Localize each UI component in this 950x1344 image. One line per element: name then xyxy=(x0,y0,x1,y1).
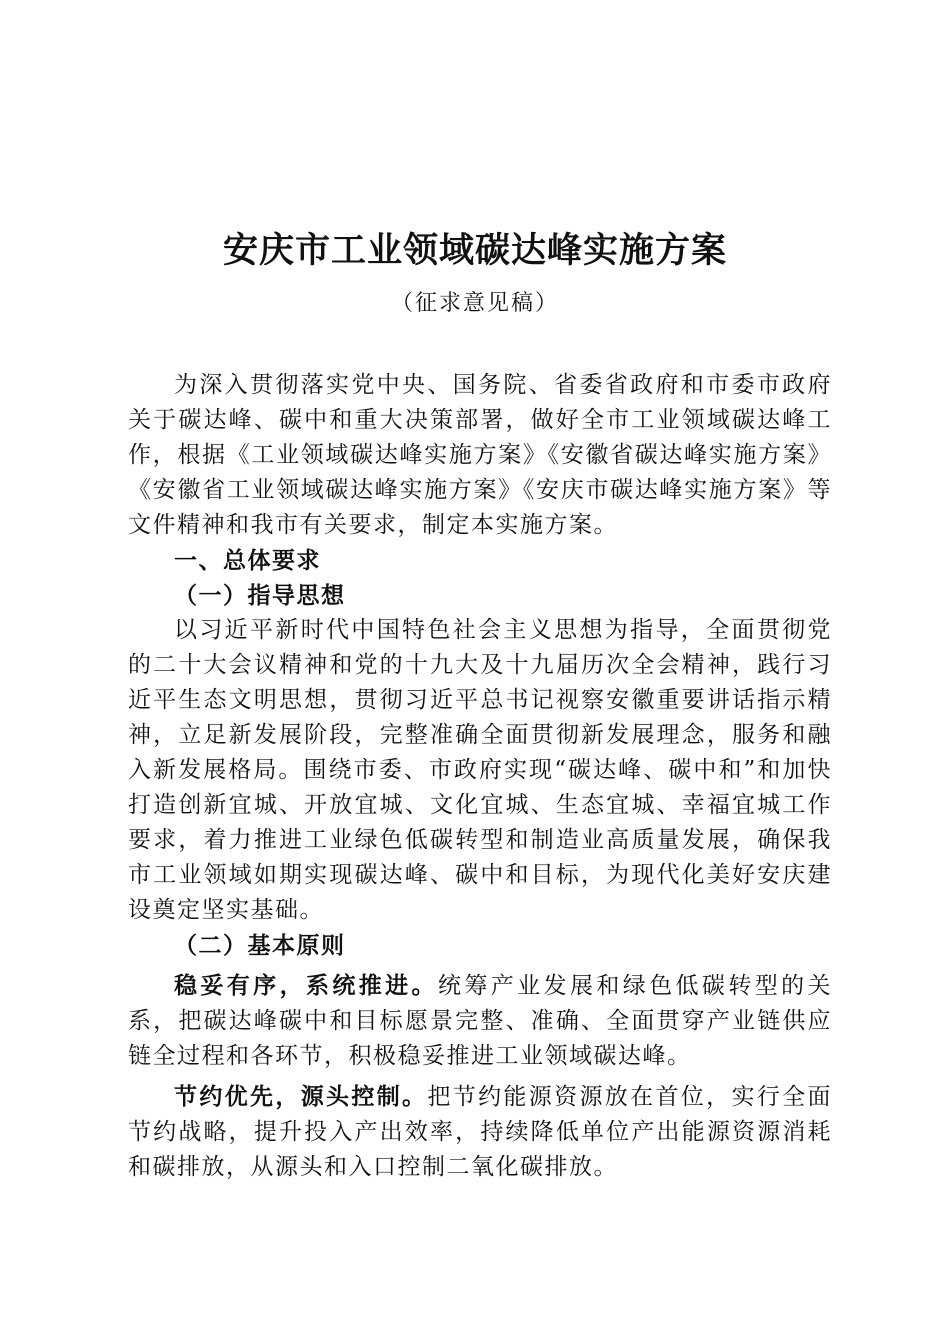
intro-paragraph: 为深入贯彻落实党中央、国务院、省委省政府和市委市政府关于碳达峰、碳中和重大决策部署，做好全市工业领域碳达峰工作，根据《工业领域碳达峰实施方案》《安徽省碳达峰实施方案》《安徽省工业领域碳达峰实施方案》《安庆市碳达峰实施方案》等文件精神和我市有关要求，制定本实施方案。 xyxy=(128,372,832,538)
principle-lead-steady: 稳妥有序，系统推进。 xyxy=(174,972,438,999)
guiding-ideology-paragraph: 以习近平新时代中国特色社会主义思想为指导，全面贯彻党的二十大会议精神和党的十九大及十九届历次全会精神，践行习近平生态文明思想，贯彻习近平总书记视察安徽重要讲话指示精神，立足新发展阶段，完整准确全面贯彻新发展理念，服务和融入新发展格局。围绕市委、市政府实现“碳达峰、碳中和”和加快打造创新宜城、开放宜城、文化宜城、生态宜城、幸福宜城工作要求，着力推进工业绿色低碳转型和制造业高质量发展，确保我市工业领域如期实现碳达峰、碳中和目标，为现代化美好安庆建设奠定坚实基础。 xyxy=(128,617,832,923)
principle-lead-saving: 节约优先，源头控制。 xyxy=(174,1083,428,1110)
principle-text-steady: 统筹产业发展和绿色低碳转型的关系，把碳达峰碳中和目标愿景完整、准确、全面贯穿产业链供应链全过程和各环节，积极稳妥推进工业领域碳达峰。 xyxy=(128,973,833,1069)
principle-paragraph-steady xyxy=(128,968,832,1074)
subsection-heading-basic-principles: （二）基本原则 xyxy=(174,932,346,959)
document-body xyxy=(128,368,832,1185)
principle-paragraph-saving xyxy=(128,1079,832,1185)
document-subtitle: （征求意见稿） xyxy=(390,291,559,316)
section-heading-general-requirements: 一、总体要求 xyxy=(174,547,321,574)
principle-text-saving: 把节约能源资源放在首位，实行全面节约战略，提升投入产出效率，持续降低单位产出能源资源消耗和碳排放，从源头和入口控制二氧化碳排放。 xyxy=(128,1084,833,1180)
document-title: 安庆市工业领域碳达峰实施方案 xyxy=(222,230,727,271)
subsection-heading-guiding-ideology: （一）指导思想 xyxy=(174,582,346,609)
